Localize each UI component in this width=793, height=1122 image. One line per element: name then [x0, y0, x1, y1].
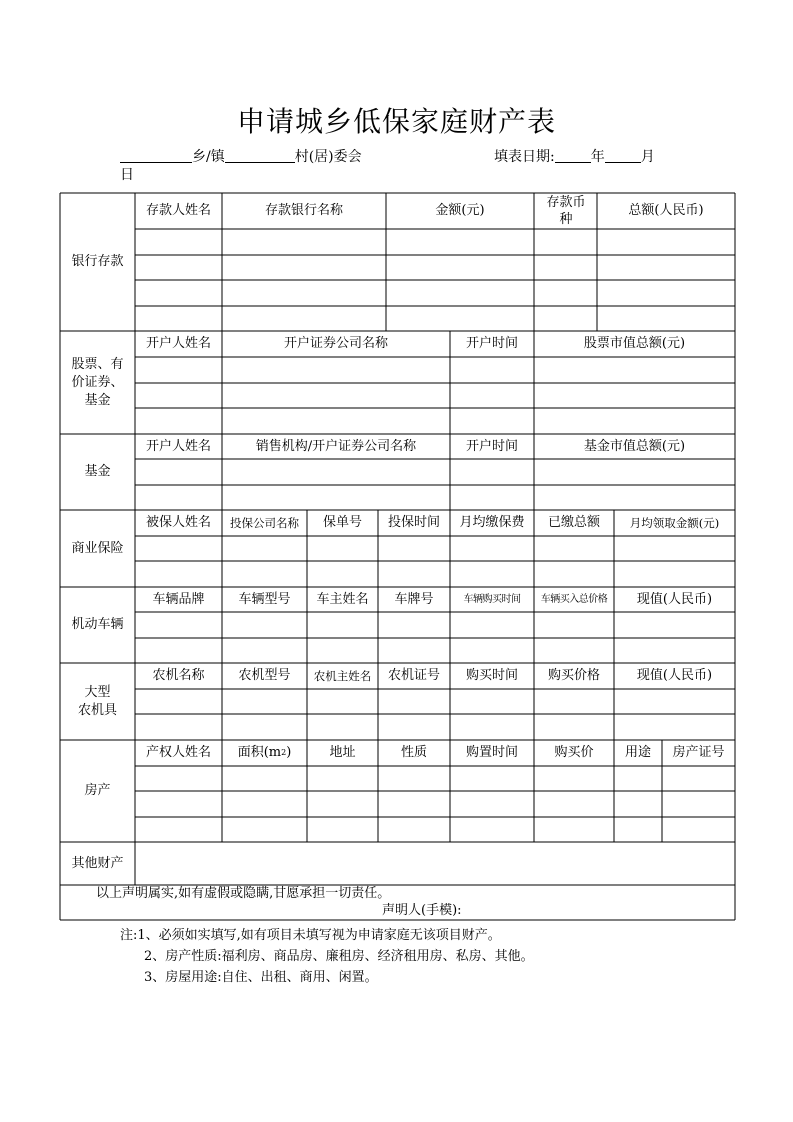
col-header-machine-current-value: 现值(人民币)	[636, 668, 713, 683]
note-2: 2、房产性质:福利房、商品房、廉租房、经济租用房、私房、其他。	[144, 949, 534, 964]
col-header-address: 地址	[329, 745, 356, 760]
col-header-securities-company: 开户证券公司名称	[283, 336, 388, 351]
col-header-acquire-date: 购置时间	[465, 745, 518, 760]
col-header-plate-number: 车牌号	[394, 591, 434, 607]
col-header-monthly-payout: 月均领取金额(元)	[629, 516, 720, 530]
col-header-current-value: 现值(人民币)	[636, 591, 713, 607]
fill-date-label: 填表日期:	[494, 149, 555, 165]
col-header-machine-purchase-price: 购买价格	[547, 668, 600, 683]
col-header-amount: 金额(元)	[435, 203, 485, 218]
day-unit: 日	[120, 167, 134, 183]
col-header-sales-agency: 销售机构/开户证券公司名称	[255, 438, 417, 454]
village-suffix: 村(居)委会	[294, 149, 362, 165]
page-title: 申请城乡低保家庭财产表	[236, 105, 556, 138]
declaration-text: 以上声明属实,如有虚假或隐瞒,甘愿承担一切责任。	[96, 886, 391, 901]
col-header-insured-name: 被保人姓名	[145, 515, 211, 530]
col-header-area	[222, 740, 307, 766]
farm-label-line-1: 大型	[84, 684, 111, 700]
area-label: 面积(m	[237, 745, 282, 760]
note-1: 注:1、必须如实填写,如有项目未填写视为申请家庭无该项目财产。	[120, 928, 501, 943]
col-header-currency: 存款币种	[546, 195, 586, 227]
area-superscript: 2	[281, 748, 287, 757]
month-unit: 月	[640, 149, 655, 165]
section-label-fund: 基金	[84, 464, 111, 479]
col-header-buy-price: 购买价	[554, 745, 594, 760]
col-header-usage: 用途	[624, 745, 651, 760]
col-header-vehicle-brand: 车辆品牌	[152, 591, 205, 607]
col-header-machine-name: 农机名称	[152, 668, 205, 683]
section-label-insurance: 商业保险	[71, 540, 124, 556]
township-suffix: 乡/镇	[192, 149, 225, 165]
col-header-owner: 产权人姓名	[145, 745, 211, 760]
col-header-owner-name: 车主姓名	[316, 591, 369, 607]
stocks-label-line-1: 股票、有	[71, 356, 124, 372]
col-header-insurer: 投保公司名称	[230, 516, 299, 530]
other-property-field[interactable]	[136, 843, 734, 884]
col-header-certificate: 房产证号	[672, 745, 725, 760]
col-header-fund-value: 基金市值总额(元)	[583, 438, 686, 454]
col-header-policy-number: 保单号	[322, 515, 362, 530]
col-header-account-holder: 开户人姓名	[145, 336, 211, 351]
col-header-vehicle-model: 车辆型号	[238, 591, 291, 607]
col-header-paid-total: 已缴总额	[547, 515, 600, 530]
stocks-label-line-3: 基金	[84, 392, 111, 408]
section-label-property: 房产	[84, 783, 111, 798]
section-label-vehicle: 机动车辆	[71, 617, 124, 632]
col-header-machine-model: 农机型号	[238, 668, 291, 683]
col-header-fund-holder: 开户人姓名	[145, 438, 211, 454]
col-header-purchase-price: 车辆买入总价格	[540, 593, 608, 605]
col-header-insure-date: 投保时间	[387, 515, 440, 530]
col-header-monthly-premium: 月均缴保费	[459, 515, 525, 530]
section-label-farm-machinery	[60, 663, 135, 740]
col-header-machine-owner: 农机主姓名	[313, 669, 372, 683]
declaration-signer: 声明人(手模):	[382, 903, 462, 918]
section-label-other: 其他财产	[71, 855, 124, 871]
col-header-total-rmb: 总额(人民币)	[628, 203, 704, 218]
section-label-stocks	[60, 331, 135, 434]
col-header-purchase-date: 车辆购买时间	[463, 593, 521, 605]
col-header-bank-name: 存款银行名称	[264, 203, 343, 218]
year-unit: 年	[590, 149, 605, 165]
col-header-stock-value: 股票市值总额(元)	[583, 336, 686, 351]
col-header-machine-license: 农机证号	[387, 668, 440, 683]
section-label-bank-deposit: 银行存款	[71, 254, 124, 269]
col-header-nature: 性质	[400, 745, 427, 760]
area-close: )	[286, 745, 292, 760]
note-3: 3、房屋用途:自住、出租、商用、闲置。	[144, 970, 378, 985]
col-header-depositor-name: 存款人姓名	[145, 203, 211, 218]
farm-label-line-2: 农机具	[77, 702, 117, 718]
col-header-open-date: 开户时间	[465, 336, 518, 351]
col-header-machine-purchase-date: 购买时间	[465, 668, 518, 683]
col-header-fund-open-date: 开户时间	[465, 438, 518, 454]
stocks-label-line-2: 价证券、	[71, 374, 124, 390]
